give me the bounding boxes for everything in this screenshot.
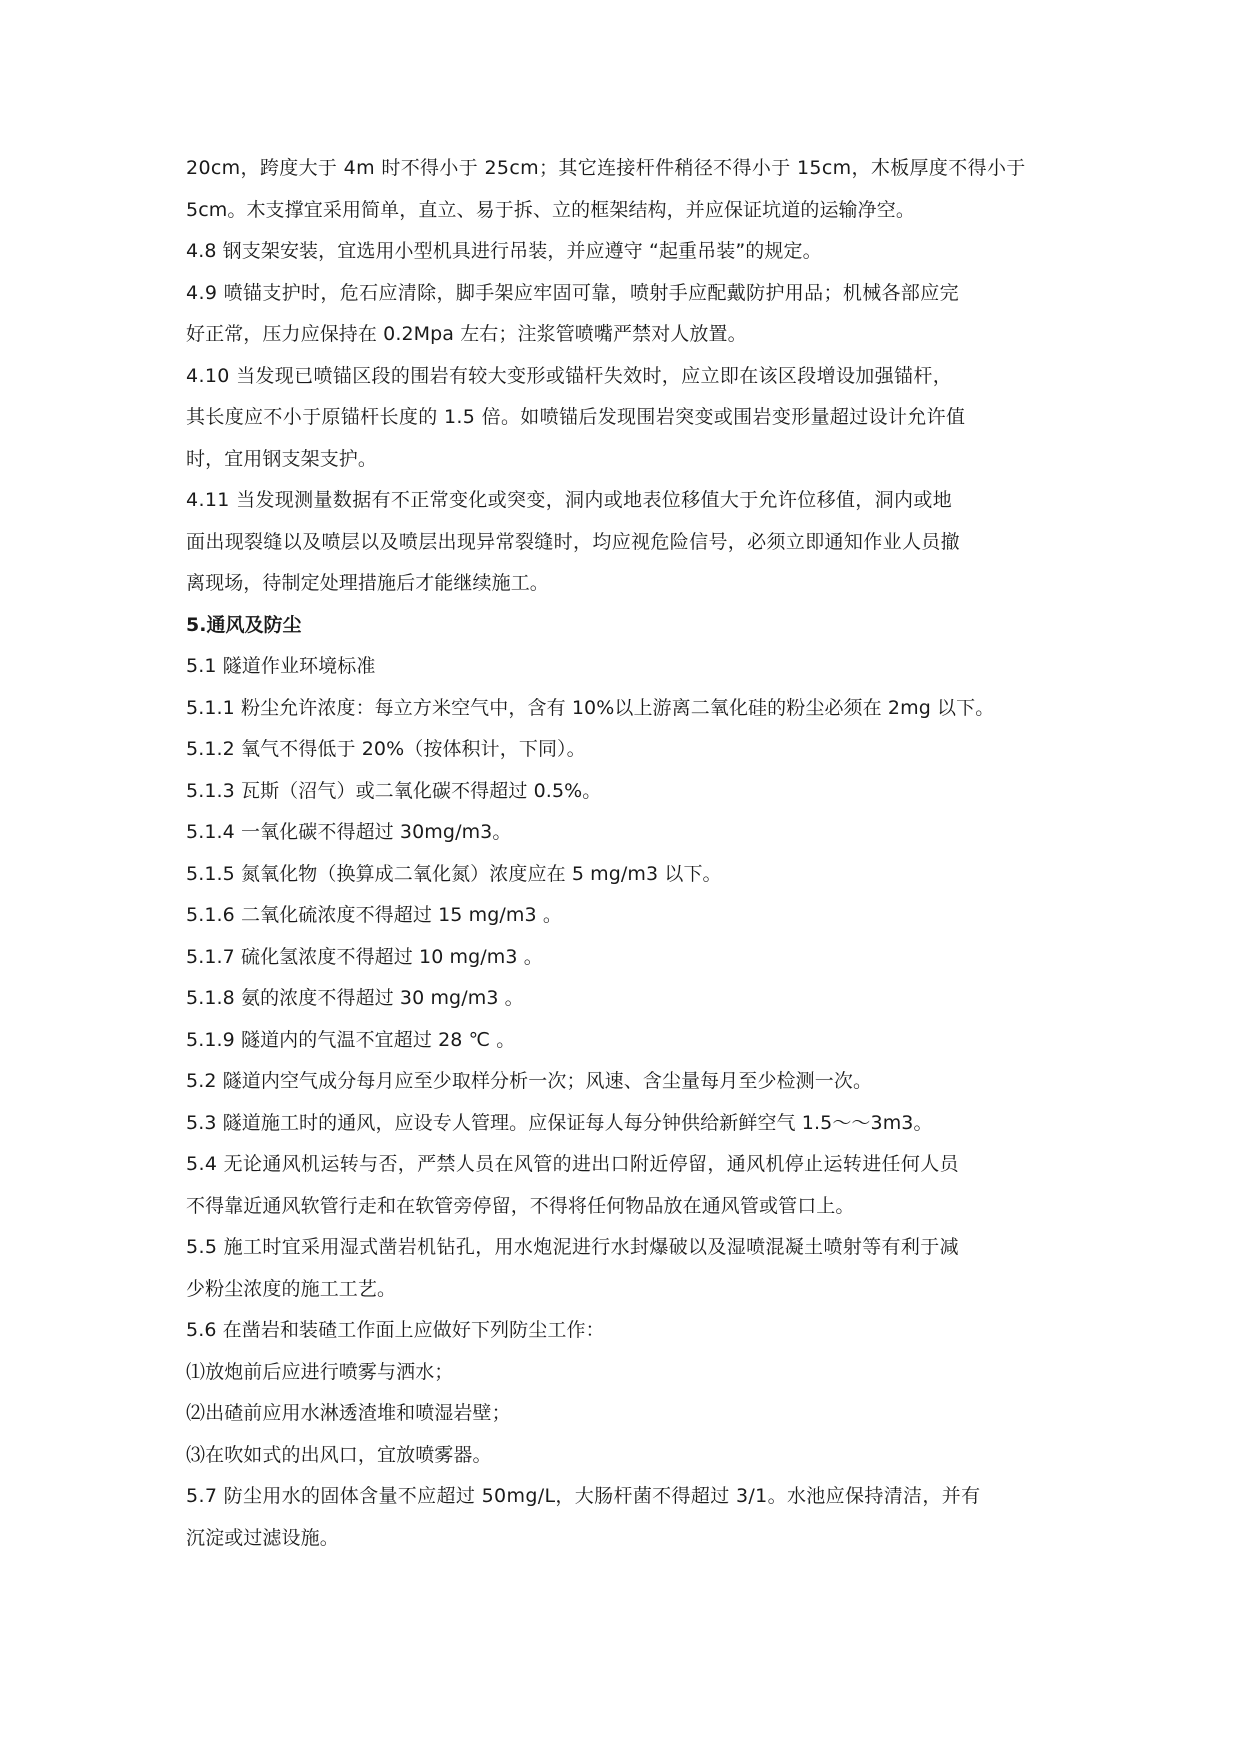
text-line: 5.1.6 二氧化硫浓度不得超过 15 mg/m3 。 bbox=[186, 904, 562, 926]
text-line: 4.8 钢支架安装，宜选用小型机具进行吊装，并应遵守 “起重吊装”的规定。 bbox=[186, 240, 822, 262]
text-line: 5.1 隧道作业环境标准 bbox=[186, 655, 376, 677]
section-heading: 5.通风及防尘 bbox=[186, 613, 302, 636]
text-line: 4.10 当发现已喷锚区段的围岩有较大变形或锚杆失效时，应立即在该区段增设加强锚杆， bbox=[186, 364, 953, 387]
text-line: 5cm。木支撑宜采用简单，直立、易于拆、立的框架结构，并应保证坑道的运输净空。 bbox=[186, 198, 915, 221]
list-item: ⑴放炮前后应进行喷雾与洒水； bbox=[186, 1360, 454, 1383]
list-item: ⑵出碴前应用水淋透渣堆和喷湿岩壁； bbox=[186, 1402, 511, 1424]
text-line: 5.4 无论通风机运转与否，严禁人员在风管的进出口附近停留，通风机停止运转进任何人员 bbox=[186, 1153, 959, 1175]
text-line: 5.5 施工时宜采用湿式凿岩机钻孔，用水炮泥进行水封爆破以及湿喷混凝土喷射等有利于减 bbox=[186, 1236, 959, 1258]
text-line: 4.9 喷锚支护时，危石应清除，脚手架应牢固可靠，喷射手应配戴防护用品；机械各部应完 bbox=[186, 281, 959, 304]
text-line: 5.6 在凿岩和装碴工作面上应做好下列防尘工作： bbox=[186, 1319, 605, 1341]
document-body bbox=[186, 148, 1076, 1559]
text-line: 面出现裂缝以及喷层以及喷层出现异常裂缝时，均应视危险信号，必须立即通知作业人员撤 bbox=[186, 530, 961, 553]
text-line: 20cm，跨度大于 4m 时不得小于 25cm；其它连接杆件稍径不得小于 15cm，木板厚度不得小于 bbox=[186, 157, 1026, 179]
text-line: 5.1.1 粉尘允许浓度：每立方米空气中，含有 10%以上游离二氧化硅的粉尘必须在 2mg 以下。 bbox=[186, 696, 995, 719]
text-line: 5.3 隧道施工时的通风，应设专人管理。应保证每人每分钟供给新鲜空气 1.5～～3m3。 bbox=[186, 1111, 933, 1134]
text-line: 其长度应不小于原锚杆长度的 1.5 倍。如喷锚后发现围岩突变或围岩变形量超过设计允许值 bbox=[186, 406, 966, 428]
text-line: 离现场，待制定处理措施后才能继续施工。 bbox=[186, 572, 549, 594]
text-line: 时，宜用钢支架支护。 bbox=[186, 447, 378, 470]
list-item: ⑶在吹如式的出风口，宜放喷雾器。 bbox=[186, 1443, 492, 1466]
text-line: 好正常，压力应保持在 0.2Mpa 左右；注浆管喷嘴严禁对人放置。 bbox=[186, 323, 747, 345]
text-line: 少粉尘浓度的施工工艺。 bbox=[186, 1277, 397, 1300]
text-line: 5.1.2 氧气不得低于 20%（按体积计，下同）。 bbox=[186, 738, 586, 760]
text-line: 5.7 防尘用水的固体含量不应超过 50mg/L，大肠杆菌不得超过 3/1。水池应保持清洁，并有 bbox=[186, 1485, 981, 1507]
text-line: 不得靠近通风软管行走和在软管旁停留，不得将任何物品放在通风管或管口上。 bbox=[186, 1194, 855, 1217]
text-line: 5.1.9 隧道内的气温不宜超过 28 ℃ 。 bbox=[186, 1028, 516, 1051]
text-line: 5.1.5 氮氧化物（换算成二氧化氮）浓度应在 5 mg/m3 以下。 bbox=[186, 862, 722, 885]
text-line: 4.11 当发现测量数据有不正常变化或突变，洞内或地表位移值大于允许位移值，洞内或地 bbox=[186, 489, 953, 511]
text-line: 5.1.4 一氧化碳不得超过 30mg/m3。 bbox=[186, 821, 512, 843]
text-line: 5.1.8 氨的浓度不得超过 30 mg/m3 。 bbox=[186, 987, 524, 1009]
text-line: 5.1.3 瓦斯（沼气）或二氧化碳不得超过 0.5%。 bbox=[186, 779, 602, 802]
text-line: 沉淀或过滤设施。 bbox=[186, 1526, 339, 1549]
text-line: 5.2 隧道内空气成分每月应至少取样分析一次；风速、含尘量每月至少检测一次。 bbox=[186, 1070, 873, 1092]
text-line: 5.1.7 硫化氢浓度不得超过 10 mg/m3 。 bbox=[186, 945, 543, 968]
